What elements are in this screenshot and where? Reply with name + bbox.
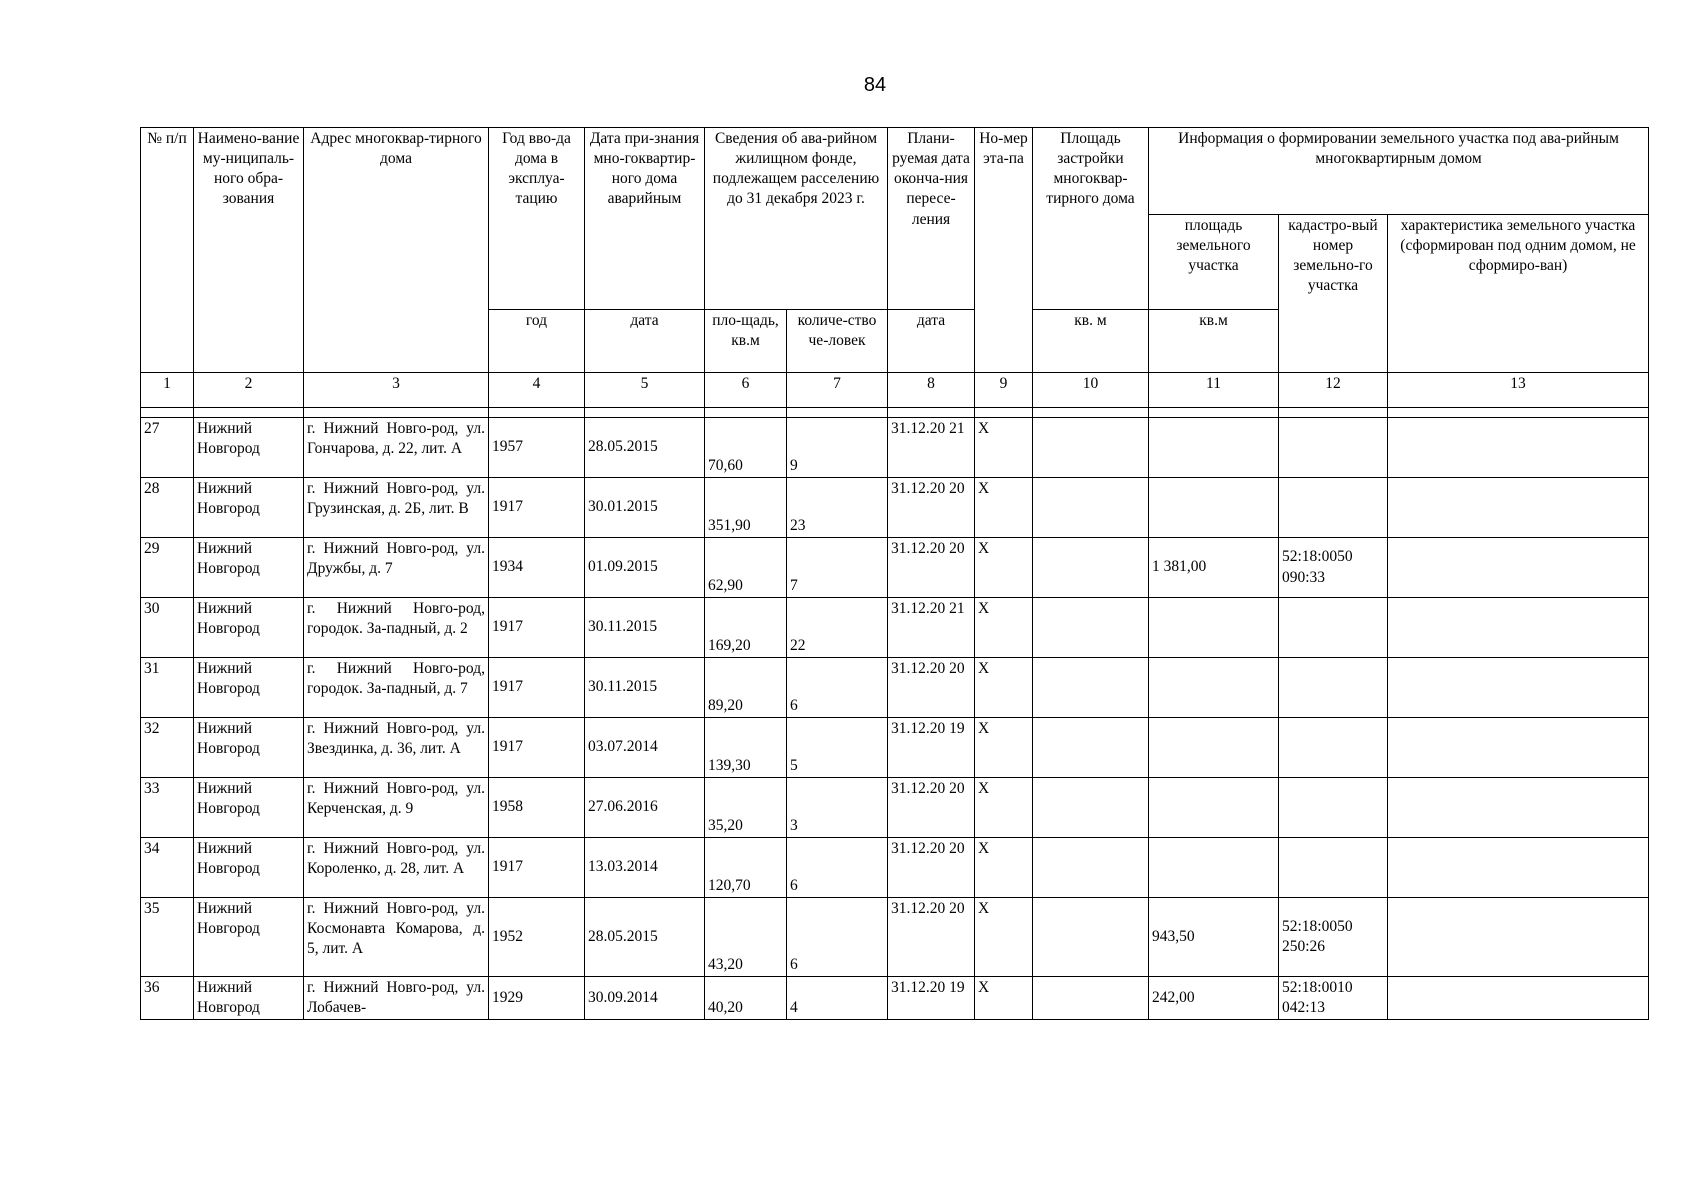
cell-stage: X: [975, 898, 1033, 977]
cell-address: г. Нижний Новго-род, ул. Лобачев-: [304, 977, 489, 1020]
cell-index: 30: [141, 598, 194, 658]
cell-people: 5: [787, 718, 888, 778]
cell-building-area: [1033, 778, 1149, 838]
table-row: [141, 977, 1649, 1020]
header-stage-number: Но-мер эта-па: [975, 128, 1033, 373]
cell-plan-date: 31.12.20 20: [888, 778, 975, 838]
cell-land-area: 242,00: [1149, 977, 1279, 1020]
cell-plan-date: 31.12.20 19: [888, 718, 975, 778]
spacer-cell: [585, 408, 705, 418]
cell-cadastral: [1279, 778, 1388, 838]
cell-stage: X: [975, 658, 1033, 718]
spacer-cell: [489, 408, 585, 418]
cell-cadastral: [1279, 418, 1388, 478]
cell-address: г. Нижний Новго-род, ул. Дружбы, д. 7: [304, 538, 489, 598]
column-number: 10: [1033, 373, 1149, 408]
cell-index: 35: [141, 898, 194, 977]
cell-building-area: [1033, 977, 1149, 1020]
cell-characteristic: [1388, 658, 1649, 718]
table-row: [141, 838, 1649, 898]
cell-people: 4: [787, 977, 888, 1020]
cell-cadastral: [1279, 658, 1388, 718]
spacer-cell: [888, 408, 975, 418]
cell-characteristic: [1388, 418, 1649, 478]
column-number: 6: [705, 373, 787, 408]
cell-recognition-date: 30.11.2015: [585, 658, 705, 718]
cell-building-area: [1033, 538, 1149, 598]
unit-area: пло-щадь, кв.м: [705, 310, 787, 373]
cell-area: 62,90: [705, 538, 787, 598]
cell-land-area: [1149, 658, 1279, 718]
cell-municipality: Нижний Новгород: [194, 538, 304, 598]
cell-building-area: [1033, 418, 1149, 478]
cell-year: 1934: [489, 538, 585, 598]
cell-address: г. Нижний Новго-род, ул. Звездинка, д. 36, лит. А: [304, 718, 489, 778]
cell-municipality: Нижний Новгород: [194, 898, 304, 977]
cell-municipality: Нижний Новгород: [194, 478, 304, 538]
cell-characteristic: [1388, 898, 1649, 977]
cell-index: 29: [141, 538, 194, 598]
cell-year: 1917: [489, 838, 585, 898]
cell-stage: X: [975, 478, 1033, 538]
cell-cadastral: [1279, 598, 1388, 658]
cell-recognition-date: 01.09.2015: [585, 538, 705, 598]
cell-land-area: [1149, 838, 1279, 898]
column-number: 1: [141, 373, 194, 408]
header-land-characteristic: характеристика земельного участка (сформирован под одним домом, не сформиро-ван): [1388, 215, 1649, 373]
spacer-cell: [787, 408, 888, 418]
spacer-cell: [1149, 408, 1279, 418]
cell-plan-date: 31.12.20 20: [888, 838, 975, 898]
cell-people: 9: [787, 418, 888, 478]
cell-plan-date: 31.12.20 20: [888, 898, 975, 977]
cell-building-area: [1033, 718, 1149, 778]
cell-stage: X: [975, 838, 1033, 898]
table-row: [141, 718, 1649, 778]
page-number: 84: [863, 74, 887, 96]
spacer-cell: [141, 408, 194, 418]
cell-stage: X: [975, 538, 1033, 598]
cell-recognition-date: 03.07.2014: [585, 718, 705, 778]
cell-plan-date: 31.12.20 20: [888, 478, 975, 538]
cell-land-area: 943,50: [1149, 898, 1279, 977]
column-number: 3: [304, 373, 489, 408]
cell-cadastral: [1279, 478, 1388, 538]
cell-municipality: Нижний Новгород: [194, 718, 304, 778]
cell-land-area: [1149, 418, 1279, 478]
cell-recognition-date: 28.05.2015: [585, 898, 705, 977]
spacer-row: [141, 408, 1649, 418]
cell-area: 70,60: [705, 418, 787, 478]
header-recognition-date: Дата при-знания мно-гоквартир-ного дома аварийным: [585, 128, 705, 310]
cell-year: 1917: [489, 598, 585, 658]
column-number: 13: [1388, 373, 1649, 408]
cell-plan-date: 31.12.20 20: [888, 538, 975, 598]
cell-index: 36: [141, 977, 194, 1020]
column-number: 8: [888, 373, 975, 408]
cell-characteristic: [1388, 538, 1649, 598]
cell-municipality: Нижний Новгород: [194, 838, 304, 898]
table-row: [141, 418, 1649, 478]
spacer-cell: [975, 408, 1033, 418]
table-row: [141, 658, 1649, 718]
header-land-area: площадь земельного участка: [1149, 215, 1279, 310]
cell-municipality: Нижний Новгород: [194, 977, 304, 1020]
header-planned-date: Плани-руемая дата оконча-ния пересе-ления: [888, 128, 975, 310]
cell-building-area: [1033, 838, 1149, 898]
cell-characteristic: [1388, 838, 1649, 898]
cell-index: 32: [141, 718, 194, 778]
cell-characteristic: [1388, 478, 1649, 538]
spacer-cell: [1279, 408, 1388, 418]
column-number: 7: [787, 373, 888, 408]
cell-area: 89,20: [705, 658, 787, 718]
spacer-cell: [705, 408, 787, 418]
unit-year: год: [489, 310, 585, 373]
cell-people: 23: [787, 478, 888, 538]
cell-address: г. Нижний Новго-род, ул. Космонавта Комарова, д. 5, лит. А: [304, 898, 489, 977]
header-building-area: Площадь застройки многоквар-тирного дома: [1033, 128, 1149, 310]
cell-year: 1952: [489, 898, 585, 977]
cell-land-area: [1149, 718, 1279, 778]
cell-people: 6: [787, 838, 888, 898]
cell-characteristic: [1388, 977, 1649, 1020]
emergency-housing-table: [140, 127, 1649, 1020]
cell-municipality: Нижний Новгород: [194, 778, 304, 838]
cell-index: 34: [141, 838, 194, 898]
spacer-cell: [194, 408, 304, 418]
cell-people: 6: [787, 898, 888, 977]
cell-plan-date: 31.12.20 21: [888, 418, 975, 478]
cell-index: 31: [141, 658, 194, 718]
cell-area: 35,20: [705, 778, 787, 838]
cell-cadastral: 52:18:0050 090:33: [1279, 538, 1388, 598]
cell-area: 351,90: [705, 478, 787, 538]
cell-characteristic: [1388, 778, 1649, 838]
cell-stage: X: [975, 598, 1033, 658]
column-number: 5: [585, 373, 705, 408]
spacer-cell: [1033, 408, 1149, 418]
cell-land-area: 1 381,00: [1149, 538, 1279, 598]
cell-recognition-date: 30.01.2015: [585, 478, 705, 538]
cell-building-area: [1033, 598, 1149, 658]
cell-index: 27: [141, 418, 194, 478]
cell-municipality: Нижний Новгород: [194, 658, 304, 718]
cell-year: 1917: [489, 478, 585, 538]
header-index: № п/п: [141, 128, 194, 373]
cell-plan-date: 31.12.20 20: [888, 658, 975, 718]
cell-year: 1957: [489, 418, 585, 478]
cell-cadastral: 52:18:0010 042:13: [1279, 977, 1388, 1020]
unit-plan-date: дата: [888, 310, 975, 373]
cell-year: 1929: [489, 977, 585, 1020]
cell-municipality: Нижний Новгород: [194, 418, 304, 478]
header-address: Адрес многоквар-тирного дома: [304, 128, 489, 373]
column-number: 12: [1279, 373, 1388, 408]
cell-building-area: [1033, 898, 1149, 977]
table-row: [141, 778, 1649, 838]
header-emergency-fund: Сведения об ава-рийном жилищном фонде, подлежащем расселению до 31 декабря 2023 г.: [705, 128, 888, 310]
cell-building-area: [1033, 478, 1149, 538]
cell-plan-date: 31.12.20 19: [888, 977, 975, 1020]
column-number-row: [141, 373, 1649, 408]
cell-people: 7: [787, 538, 888, 598]
cell-recognition-date: 13.03.2014: [585, 838, 705, 898]
cell-index: 28: [141, 478, 194, 538]
column-number: 4: [489, 373, 585, 408]
cell-year: 1958: [489, 778, 585, 838]
table-row: [141, 898, 1649, 977]
cell-area: 169,20: [705, 598, 787, 658]
cell-land-area: [1149, 478, 1279, 538]
column-number: 11: [1149, 373, 1279, 408]
cell-address: г. Нижний Новго-род, ул. Гончарова, д. 22, лит. А: [304, 418, 489, 478]
cell-index: 33: [141, 778, 194, 838]
cell-recognition-date: 30.09.2014: [585, 977, 705, 1020]
cell-people: 6: [787, 658, 888, 718]
table-body: [141, 418, 1649, 1020]
cell-stage: X: [975, 778, 1033, 838]
table-row: [141, 598, 1649, 658]
cell-characteristic: [1388, 718, 1649, 778]
cell-land-area: [1149, 778, 1279, 838]
cell-year: 1917: [489, 718, 585, 778]
table-row: [141, 538, 1649, 598]
cell-cadastral: [1279, 718, 1388, 778]
cell-year: 1917: [489, 658, 585, 718]
column-number: 9: [975, 373, 1033, 408]
unit-building-area: кв. м: [1033, 310, 1149, 373]
spacer-cell: [304, 408, 489, 418]
cell-address: г. Нижний Новго-род, городок. За-падный, д. 7: [304, 658, 489, 718]
cell-address: г. Нижний Новго-род, ул. Короленко, д. 28, лит. А: [304, 838, 489, 898]
unit-date: дата: [585, 310, 705, 373]
cell-address: г. Нижний Новго-род, ул. Грузинская, д. 2Б, лит. В: [304, 478, 489, 538]
cell-land-area: [1149, 598, 1279, 658]
spacer-cell: [1388, 408, 1649, 418]
header-land-plot-info: Информация о формировании земельного участка под ава-рийным многоквартирным домом: [1149, 128, 1649, 215]
cell-recognition-date: 27.06.2016: [585, 778, 705, 838]
cell-cadastral: [1279, 838, 1388, 898]
cell-people: 22: [787, 598, 888, 658]
cell-area: 120,70: [705, 838, 787, 898]
unit-land-area: кв.м: [1149, 310, 1279, 373]
cell-area: 139,30: [705, 718, 787, 778]
cell-area: 40,20: [705, 977, 787, 1020]
header-municipality: Наимено-вание му-ниципаль-ного обра-зования: [194, 128, 304, 373]
column-number: 2: [194, 373, 304, 408]
cell-cadastral: 52:18:0050 250:26: [1279, 898, 1388, 977]
cell-building-area: [1033, 658, 1149, 718]
unit-people: количе-ство че-ловек: [787, 310, 888, 373]
cell-characteristic: [1388, 598, 1649, 658]
cell-recognition-date: 30.11.2015: [585, 598, 705, 658]
cell-address: г. Нижний Новго-род, ул. Керченская, д. 9: [304, 778, 489, 838]
table-header: [141, 128, 1649, 418]
cell-stage: X: [975, 718, 1033, 778]
header-year-commissioned: Год вво-да дома в эксплуа-тацию: [489, 128, 585, 310]
cell-plan-date: 31.12.20 21: [888, 598, 975, 658]
table-row: [141, 478, 1649, 538]
cell-people: 3: [787, 778, 888, 838]
header-cadastral-number: кадастро-вый номер земельно-го участка: [1279, 215, 1388, 373]
cell-area: 43,20: [705, 898, 787, 977]
cell-stage: X: [975, 977, 1033, 1020]
cell-recognition-date: 28.05.2015: [585, 418, 705, 478]
cell-address: г. Нижний Новго-род, городок. За-падный, д. 2: [304, 598, 489, 658]
cell-stage: X: [975, 418, 1033, 478]
cell-municipality: Нижний Новгород: [194, 598, 304, 658]
